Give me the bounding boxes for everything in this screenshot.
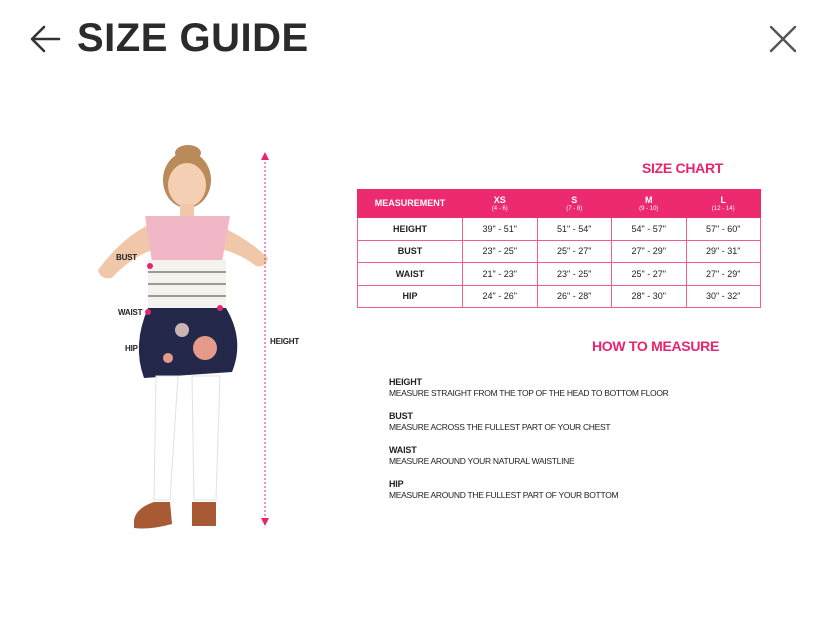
table-cell: 30" - 32": [686, 285, 761, 308]
how-to-measure-title: HOW TO MEASURE: [592, 338, 719, 354]
table-cell: 21" - 23": [463, 263, 538, 286]
row-label: BUST: [358, 240, 463, 263]
measure-description: MEASURE AROUND THE FULLEST PART OF YOUR BOTTOM: [389, 490, 619, 500]
table-cell: 25" - 27": [612, 263, 687, 286]
page-title: SIZE GUIDE: [77, 16, 309, 60]
list-item: [389, 479, 769, 500]
header-s: S (7 - 8): [537, 190, 612, 218]
table-cell: 28" - 30": [612, 285, 687, 308]
table-cell: 27" - 29": [612, 240, 687, 263]
list-item: [389, 377, 769, 398]
measure-description: MEASURE ACROSS THE FULLEST PART OF YOUR CHEST: [389, 422, 611, 432]
list-item: [389, 411, 769, 432]
row-label: WAIST: [358, 263, 463, 286]
height-label: HEIGHT: [270, 337, 300, 346]
table-cell: 27" - 29": [686, 263, 761, 286]
measure-description: MEASURE AROUND YOUR NATURAL WAISTLINE: [389, 456, 575, 466]
header-measurement: MEASUREMENT: [358, 190, 463, 218]
measure-label: WAIST: [389, 445, 417, 455]
table-cell: 57" - 60": [686, 218, 761, 241]
hip-label: HIP: [125, 344, 138, 353]
back-button[interactable]: [28, 22, 64, 56]
list-item: [389, 445, 769, 466]
table-cell: 25" - 27": [537, 240, 612, 263]
measure-label: HEIGHT: [389, 377, 422, 387]
table-header-row: [358, 190, 761, 218]
row-label: HEIGHT: [358, 218, 463, 241]
size-chart-title: SIZE CHART: [642, 160, 724, 176]
table-cell: 24" - 26": [463, 285, 538, 308]
table-cell: 29" - 31": [686, 240, 761, 263]
table-row: [358, 263, 761, 286]
header-m: M (9 - 10): [612, 190, 687, 218]
measure-label: HIP: [389, 479, 404, 489]
close-icon: [766, 22, 800, 56]
header-xs: XS (4 - 6): [463, 190, 538, 218]
table-cell: 51" - 54": [537, 218, 612, 241]
measure-description: MEASURE STRAIGHT FROM THE TOP OF THE HEAD TO BOTTOM FLOOR: [389, 388, 669, 398]
table-row: [358, 218, 761, 241]
arrow-left-icon: [28, 22, 64, 56]
close-button[interactable]: [766, 22, 800, 56]
table-row: [358, 240, 761, 263]
table-cell: 23" - 25": [463, 240, 538, 263]
table-cell: 39" - 51": [463, 218, 538, 241]
table-cell: 26" - 28": [537, 285, 612, 308]
measure-label: BUST: [389, 411, 413, 421]
row-label: HIP: [358, 285, 463, 308]
size-chart-table: [357, 189, 761, 308]
header: [0, 0, 828, 80]
header-l: L (12 - 14): [686, 190, 761, 218]
bust-label: BUST: [116, 253, 137, 262]
table-cell: 23" - 25": [537, 263, 612, 286]
table-row: [358, 285, 761, 308]
table-cell: 54" - 57": [612, 218, 687, 241]
measurement-figure: [70, 140, 310, 540]
waist-label: WAIST: [118, 308, 143, 317]
how-to-measure-list: [389, 377, 769, 513]
